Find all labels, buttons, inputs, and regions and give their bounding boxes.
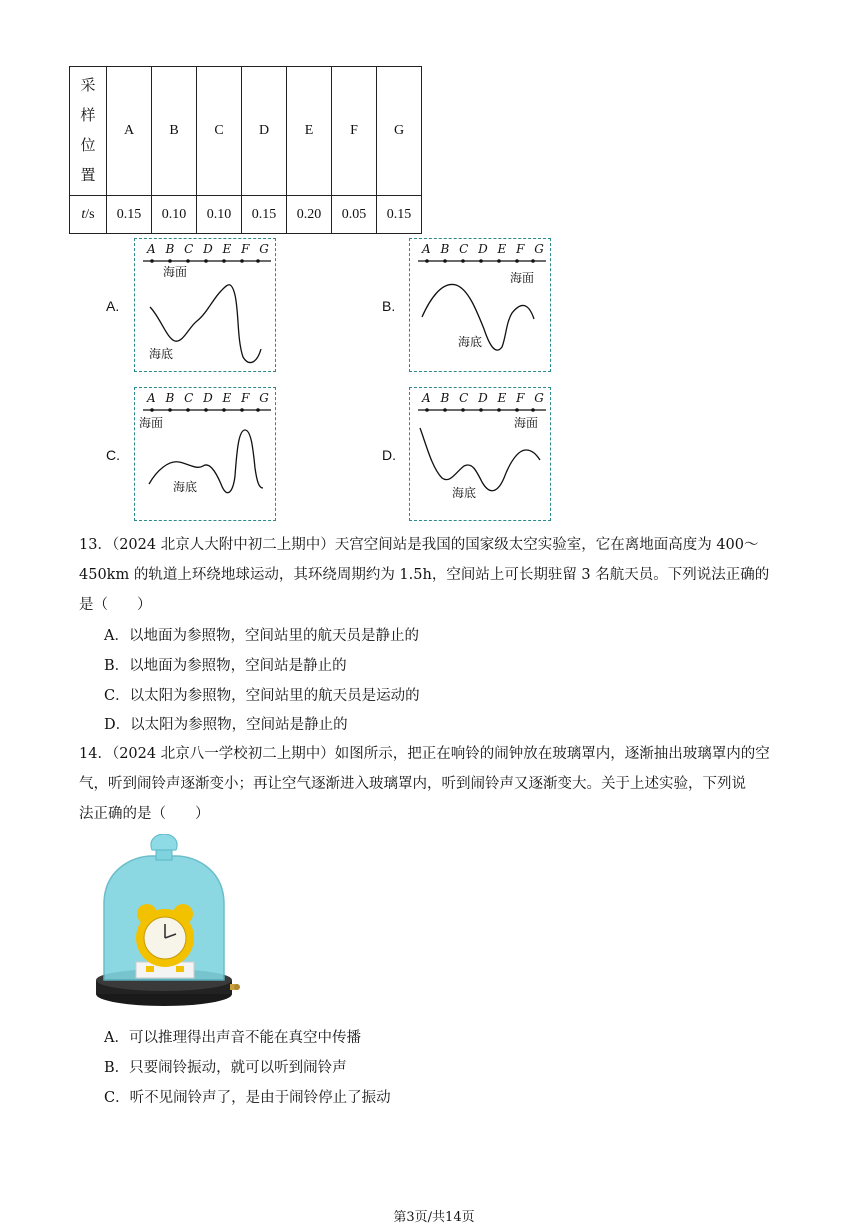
stem-line: 450km 的轨道上环绕地球运动，其环绕周期约为 1.5h，空间站上可长期驻留 3 名航天员。下列说法正确的: [79, 567, 770, 583]
table-cell: 0.05: [332, 196, 377, 234]
sea-surface-label: 海面: [514, 416, 539, 430]
table-cell: G: [377, 67, 422, 196]
seabed-diagram-a: [134, 238, 276, 372]
stem-line: 是（ ）: [79, 597, 152, 613]
option-b-label: B.: [382, 298, 396, 314]
bell-jar-alarm-clock-image: [92, 834, 242, 1010]
seabed-diagram-b: [409, 238, 551, 372]
position-letters: A B C D E F G: [422, 242, 547, 256]
table-cell: 0.15: [242, 196, 287, 234]
page-footer: 第3页/共14页: [393, 1210, 475, 1225]
table-cell: 0.20: [287, 196, 332, 234]
sea-surface-label: 海面: [510, 271, 535, 285]
sea-surface-label: 海面: [163, 265, 188, 279]
position-letters: A B C D E F G: [147, 391, 272, 405]
table-cell: 0.10: [152, 196, 197, 234]
table-cell: 0.15: [107, 196, 152, 234]
stem-line: 14．（2024 北京八一学校初二上期中）如图所示，把正在响铃的闹钟放在玻璃罩内，逐渐抽出玻璃罩内的空: [79, 746, 770, 762]
seabed-profile-c: [135, 388, 277, 522]
q14-option-c: C．听不见闹铃声了，是由于闹铃停止了振动: [104, 1090, 391, 1106]
sea-bottom-label: 海底: [149, 347, 174, 361]
table-cell: B: [152, 67, 197, 196]
table-cell: E: [287, 67, 332, 196]
position-letters: A B C D E F G: [147, 242, 272, 256]
sea-bottom-label: 海底: [173, 480, 198, 494]
stem-line: 13．（2024 北京人大附中初二上期中）天宫空间站是我国的国家级太空实验室，它在离地面高度为 400～: [79, 537, 759, 553]
seabed-diagram-c: [134, 387, 276, 521]
q14-option-a: A．可以推理得出声音不能在真空中传播: [104, 1030, 361, 1046]
time-header-cell: [70, 196, 107, 234]
table-cell: A: [107, 67, 152, 196]
option-c-label: C.: [106, 447, 120, 463]
table-cell: 0.10: [197, 196, 242, 234]
table-cell: D: [242, 67, 287, 196]
sea-surface-label: 海面: [139, 416, 164, 430]
q13-option-b: B．以地面为参照物，空间站是静止的: [104, 658, 347, 674]
stem-line: 气，听到闹铃声逐渐变小；再让空气逐渐进入玻璃罩内，听到闹铃声又逐渐变大。关于上述实验，下列说: [79, 776, 746, 792]
option-d-label: D.: [382, 447, 396, 463]
header-char: 位: [80, 138, 96, 154]
table-cell: F: [332, 67, 377, 196]
q13-option-a: A．以地面为参照物，空间站里的航天员是静止的: [104, 628, 419, 644]
header-char: 采: [80, 78, 96, 94]
header-char: 置: [80, 168, 96, 184]
time-var: t: [81, 206, 86, 222]
table-cell: C: [197, 67, 242, 196]
stem-line: 法正确的是（ ）: [79, 806, 210, 822]
q14-option-b: B．只要闹铃振动，就可以听到闹铃声: [104, 1060, 347, 1076]
sea-bottom-label: 海底: [452, 486, 477, 500]
q13-option-d: D．以太阳为参照物，空间站是静止的: [104, 717, 348, 733]
header-char: 样: [80, 108, 96, 124]
time-unit: /s: [85, 206, 95, 222]
seabed-diagram-d: [409, 387, 551, 521]
option-a-label: A.: [106, 298, 120, 314]
position-letters: A B C D E F G: [422, 391, 547, 405]
seabed-profile-b: [410, 239, 552, 373]
sampling-table: [69, 66, 422, 234]
table-header-cell: [70, 67, 107, 196]
question-13-stem: [79, 530, 799, 620]
q13-option-c: C．以太阳为参照物，空间站里的航天员是运动的: [104, 688, 420, 704]
seabed-profile-d: [410, 388, 552, 522]
question-14-stem: [79, 739, 799, 829]
sea-bottom-label: 海底: [458, 335, 483, 349]
table-cell: 0.15: [377, 196, 422, 234]
